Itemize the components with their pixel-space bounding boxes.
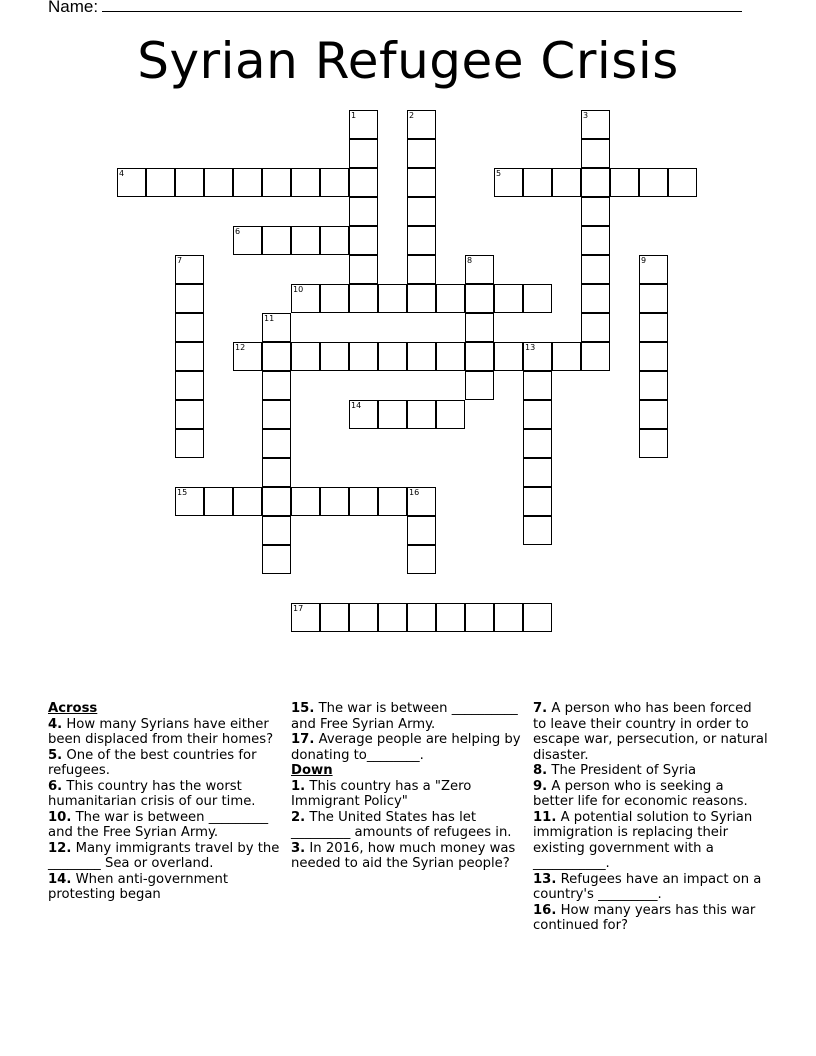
clue-text: Many immigrants travel by the ________ Sea or overland.	[48, 840, 280, 871]
crossword-cell[interactable]	[639, 168, 668, 197]
crossword-cell[interactable]	[262, 400, 291, 429]
clue-number: 10	[293, 285, 304, 294]
crossword-cell[interactable]	[523, 342, 552, 371]
name-label: Name:	[48, 0, 99, 16]
clue-number: 1	[351, 111, 357, 120]
crossword-cell[interactable]	[407, 284, 436, 313]
crossword-cell[interactable]	[349, 342, 378, 371]
crossword-cell[interactable]	[262, 313, 291, 342]
clue-number: 17	[293, 604, 304, 613]
crossword-cell[interactable]	[291, 284, 320, 313]
clue-number-label: 2.	[291, 809, 306, 825]
clue-text: How many Syrians have either been displaced from their homes?	[48, 716, 274, 747]
clue-number-label: 14.	[48, 871, 72, 887]
clue-item	[533, 903, 768, 934]
crossword-cell[interactable]	[436, 284, 465, 313]
crossword-cell[interactable]	[639, 313, 668, 342]
clue-number-label: 8.	[533, 763, 548, 778]
crossword-cell[interactable]	[175, 342, 204, 371]
crossword-cell[interactable]	[378, 487, 407, 516]
crossword-cell[interactable]	[233, 226, 262, 255]
clue-text: A potential solution to Syrian immigration is replacing their existing government with a ___________.	[533, 809, 753, 871]
clue-text: The war is between _________ and the Free Syrian Army.	[48, 809, 269, 840]
crossword-cell[interactable]	[407, 139, 436, 168]
clue-item	[291, 810, 521, 841]
crossword-cell[interactable]	[610, 168, 639, 197]
crossword-cell[interactable]	[378, 603, 407, 632]
clue-number: 14	[351, 401, 362, 410]
crossword-cell[interactable]	[262, 168, 291, 197]
clue-number: 2	[409, 111, 415, 120]
crossword-cell[interactable]	[320, 603, 349, 632]
crossword-cell[interactable]	[291, 226, 320, 255]
crossword-cell[interactable]	[407, 487, 436, 516]
crossword-cell[interactable]	[465, 284, 494, 313]
clue-item	[533, 701, 768, 763]
crossword-cell[interactable]	[349, 110, 378, 139]
crossword-cell[interactable]	[320, 168, 349, 197]
across-clues-part2	[291, 701, 521, 763]
crossword-cell[interactable]	[262, 429, 291, 458]
crossword-cell[interactable]	[523, 516, 552, 545]
clue-number: 12	[235, 343, 246, 352]
crossword-cell[interactable]	[523, 458, 552, 487]
crossword-cell[interactable]	[262, 371, 291, 400]
crossword-cell[interactable]	[494, 603, 523, 632]
crossword-cell[interactable]	[523, 603, 552, 632]
crossword-cell[interactable]	[581, 110, 610, 139]
crossword-cell[interactable]	[581, 168, 610, 197]
crossword-cell[interactable]	[117, 168, 146, 197]
crossword-cell[interactable]	[349, 284, 378, 313]
clue-text: One of the best countries for refugees.	[48, 747, 257, 778]
crossword-cell[interactable]	[175, 371, 204, 400]
crossword-cell[interactable]	[349, 168, 378, 197]
clue-number: 4	[119, 169, 125, 178]
crossword-cell[interactable]	[436, 603, 465, 632]
clue-number-label: 12.	[48, 840, 72, 856]
crossword-cell[interactable]	[349, 603, 378, 632]
crossword-cell[interactable]	[233, 487, 262, 516]
crossword-cell[interactable]	[262, 458, 291, 487]
crossword-cell[interactable]	[175, 429, 204, 458]
crossword-cell[interactable]	[349, 487, 378, 516]
crossword-cell[interactable]	[320, 284, 349, 313]
crossword-cell[interactable]	[349, 226, 378, 255]
crossword-cell[interactable]	[175, 313, 204, 342]
clue-number-label: 15.	[291, 701, 315, 716]
crossword-cell[interactable]	[581, 197, 610, 226]
clue-number: 5	[496, 169, 502, 178]
clue-text: Refugees have an impact on a country's _________.	[533, 871, 762, 902]
clue-item	[48, 841, 280, 872]
crossword-cell[interactable]	[465, 371, 494, 400]
clue-number: 7	[177, 256, 183, 265]
clue-number: 9	[641, 256, 647, 265]
clue-number: 15	[177, 488, 188, 497]
clue-number-label: 7.	[533, 701, 548, 716]
clue-item	[291, 732, 521, 763]
clue-item	[291, 779, 521, 810]
clue-number: 11	[264, 314, 275, 323]
crossword-cell[interactable]	[494, 284, 523, 313]
crossword-cell[interactable]	[349, 400, 378, 429]
crossword-cell[interactable]	[407, 168, 436, 197]
clue-text: This country has the worst humanitarian crisis of our time.	[48, 778, 256, 809]
crossword-cell[interactable]	[349, 255, 378, 284]
crossword-cell[interactable]	[668, 168, 697, 197]
clue-number-label: 11.	[533, 809, 557, 825]
down-clues-part2	[533, 701, 768, 934]
crossword-cell[interactable]	[407, 603, 436, 632]
clue-item	[48, 779, 280, 810]
clue-number-label: 1.	[291, 778, 306, 794]
crossword-cell[interactable]	[407, 342, 436, 371]
across-clues-part1	[48, 717, 280, 903]
crossword-cell[interactable]	[407, 197, 436, 226]
clue-text: The President of Syria	[551, 763, 697, 778]
clue-text: Average people are helping by donating to________.	[291, 732, 521, 763]
clue-number: 13	[525, 343, 536, 352]
crossword-cell[interactable]	[407, 226, 436, 255]
clue-item	[48, 810, 280, 841]
crossword-cell[interactable]	[523, 371, 552, 400]
crossword-cell[interactable]	[378, 284, 407, 313]
crossword-cell[interactable]	[523, 400, 552, 429]
crossword-cell[interactable]	[204, 487, 233, 516]
crossword-cell[interactable]	[407, 545, 436, 574]
crossword-cell[interactable]	[552, 342, 581, 371]
clue-text: The war is between __________ and Free Syrian Army.	[291, 701, 518, 732]
crossword-cell[interactable]	[494, 168, 523, 197]
crossword-cell[interactable]	[378, 400, 407, 429]
crossword-cell[interactable]	[262, 545, 291, 574]
crossword-cell[interactable]	[465, 313, 494, 342]
crossword-cell[interactable]	[291, 168, 320, 197]
crossword-cell[interactable]	[407, 400, 436, 429]
clue-number-label: 4.	[48, 716, 63, 732]
crossword-cell[interactable]	[262, 342, 291, 371]
crossword-cell[interactable]	[175, 284, 204, 313]
clue-number-label: 3.	[291, 840, 306, 856]
crossword-cell[interactable]	[523, 168, 552, 197]
crossword-cell[interactable]	[494, 342, 523, 371]
clue-number: 8	[467, 256, 473, 265]
clue-text: A person who has been forced to leave their country in order to escape war, persecution, or natural disaster.	[533, 701, 768, 763]
clue-text: When anti-government protesting began	[48, 871, 229, 902]
clue-text: This country has a "Zero Immigrant Policy"	[291, 778, 472, 809]
crossword-cell[interactable]	[523, 487, 552, 516]
crossword-cell[interactable]	[639, 429, 668, 458]
crossword-cell[interactable]	[320, 487, 349, 516]
crossword-cell[interactable]	[291, 487, 320, 516]
crossword-cell[interactable]	[262, 516, 291, 545]
crossword-cell[interactable]	[175, 168, 204, 197]
crossword-cell[interactable]	[320, 226, 349, 255]
crossword-cell[interactable]	[639, 255, 668, 284]
crossword-cell[interactable]	[378, 342, 407, 371]
crossword-cell[interactable]	[581, 313, 610, 342]
crossword-cell[interactable]	[436, 342, 465, 371]
crossword-cell[interactable]	[146, 168, 175, 197]
clue-text: A person who is seeking a better life for economic reasons.	[533, 778, 748, 809]
clue-item	[291, 841, 521, 872]
crossword-cell[interactable]	[523, 429, 552, 458]
across-heading: Across	[48, 701, 98, 716]
crossword-cell[interactable]	[581, 342, 610, 371]
crossword-cell[interactable]	[436, 400, 465, 429]
crossword-cell[interactable]	[175, 487, 204, 516]
clues-column-3	[533, 701, 768, 934]
crossword-cell[interactable]	[581, 284, 610, 313]
clue-number-label: 17.	[291, 732, 315, 747]
crossword-cell[interactable]	[581, 139, 610, 168]
crossword-cell[interactable]	[465, 342, 494, 371]
crossword-cell[interactable]	[465, 255, 494, 284]
crossword-cell[interactable]	[262, 487, 291, 516]
crossword-cell[interactable]	[407, 255, 436, 284]
crossword-cell[interactable]	[581, 226, 610, 255]
clue-item	[48, 748, 280, 779]
crossword-cell[interactable]	[639, 284, 668, 313]
crossword-cell[interactable]	[262, 226, 291, 255]
crossword-cell[interactable]	[233, 168, 262, 197]
clue-item	[291, 701, 521, 732]
clues-column-1	[48, 701, 280, 903]
clue-text: In 2016, how much money was needed to aid the Syrian people?	[291, 840, 516, 871]
page-title: Syrian Refugee Crisis	[137, 32, 679, 90]
crossword-cell[interactable]	[639, 400, 668, 429]
clue-item	[533, 763, 768, 779]
clue-number: 3	[583, 111, 589, 120]
clue-item	[48, 717, 280, 748]
clue-number: 6	[235, 227, 241, 236]
clue-number-label: 10.	[48, 809, 72, 825]
crossword-cell[interactable]	[581, 255, 610, 284]
crossword-cell[interactable]	[465, 603, 494, 632]
clue-text: The United States has let _________ amounts of refugees in.	[291, 809, 512, 840]
crossword-cell[interactable]	[291, 342, 320, 371]
crossword-cell[interactable]	[175, 400, 204, 429]
crossword-cell[interactable]	[320, 342, 349, 371]
down-heading: Down	[291, 763, 333, 778]
crossword-cell[interactable]	[349, 139, 378, 168]
crossword-cell[interactable]	[639, 371, 668, 400]
crossword-cell[interactable]	[407, 110, 436, 139]
crossword-cell[interactable]	[407, 516, 436, 545]
clue-number-label: 6.	[48, 778, 63, 794]
crossword-cell[interactable]	[349, 197, 378, 226]
crossword-cell[interactable]	[233, 342, 262, 371]
clue-text: How many years has this war continued for?	[533, 902, 756, 933]
clue-item	[533, 779, 768, 810]
clue-item	[533, 810, 768, 872]
clue-number-label: 9.	[533, 778, 548, 794]
clue-item	[533, 872, 768, 903]
crossword-cell[interactable]	[552, 168, 581, 197]
clue-number: 16	[409, 488, 420, 497]
clue-number-label: 5.	[48, 747, 63, 763]
crossword-cell[interactable]	[175, 255, 204, 284]
crossword-cell[interactable]	[291, 603, 320, 632]
clue-number-label: 13.	[533, 871, 557, 887]
clues-column-2	[291, 701, 521, 872]
crossword-cell[interactable]	[523, 284, 552, 313]
crossword-cell[interactable]	[639, 342, 668, 371]
clue-item	[48, 872, 280, 903]
clue-number-label: 16.	[533, 902, 557, 918]
crossword-cell[interactable]	[204, 168, 233, 197]
down-clues-part1	[291, 779, 521, 872]
